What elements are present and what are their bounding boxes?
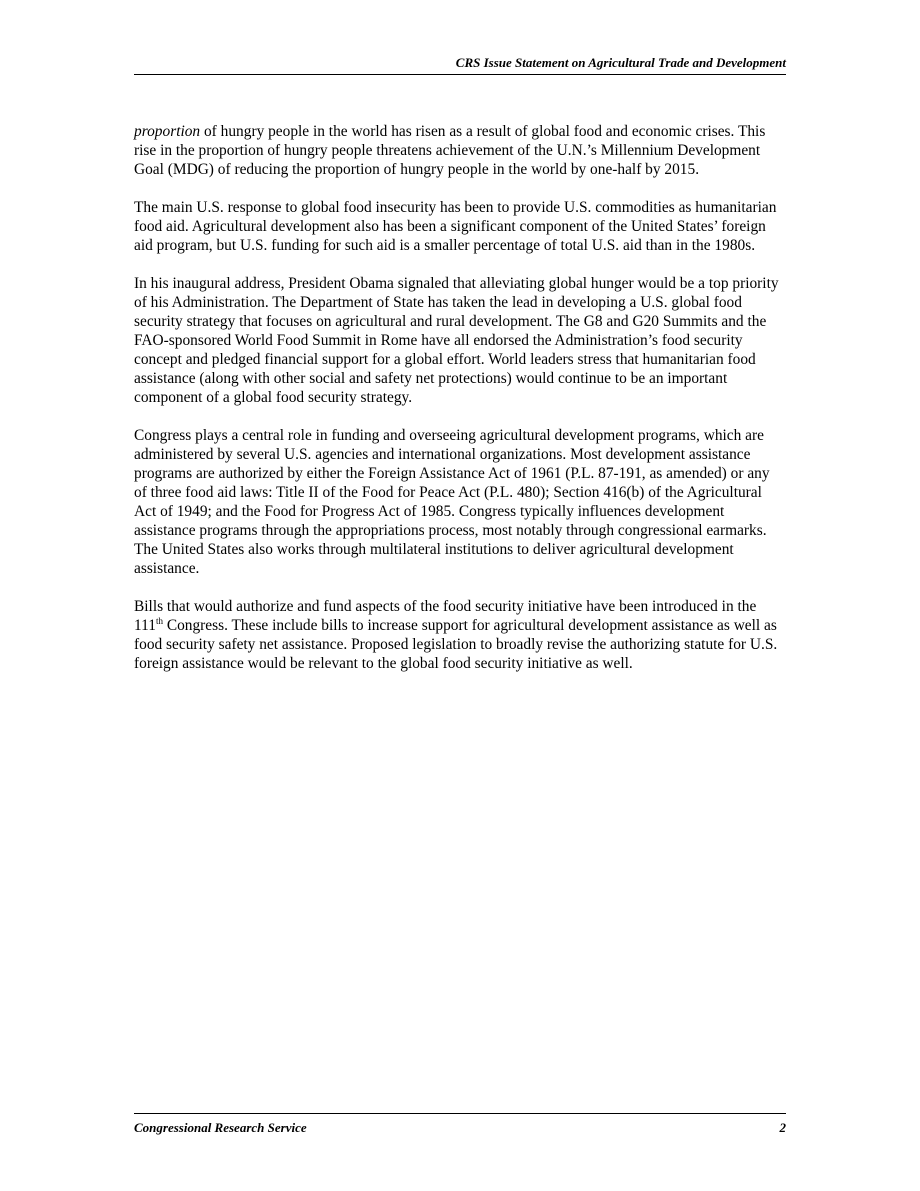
paragraph-5 [134, 597, 786, 673]
header-title: CRS Issue Statement on Agricultural Trade and Development [455, 55, 786, 70]
page-header [134, 54, 786, 75]
document-body [134, 122, 786, 692]
paragraph-5-text-end: Congress. These include bills to increase support for agricultural development assistance as well as food security safety net assistance. Proposed legislation to broadly revise the authorizing statute for U.S. foreign assistance would be relevant to the global food security initiative as well. [134, 617, 778, 672]
paragraph-5-text-start: Bills that would authorize and fund aspects of the food security initiative have been introduced in the 111 [134, 598, 757, 634]
paragraph-3: In his inaugural address, President Obama signaled that alleviating global hunger would be a top priority of his Administration. The Department of State has taken the lead in developing a U.S. global food security strategy that focuses on agricultural and rural development. The G8 and G20 Summits and the FAO-sponsored World Food Summit in Rome have all endorsed the Administration’s food security concept and pledged financial support for a global effort. World leaders stress that humanitarian food assistance (along with other social and safety net protections) would continue to be an important component of a global food security strategy. [134, 275, 779, 406]
page-footer [134, 1113, 786, 1138]
footer-organization: Congressional Research Service [134, 1120, 307, 1135]
paragraph-1-text: of hungry people in the world has risen as a result of global food and economic crises. This rise in the proportion of hungry people threatens achievement of the U.N.’s Millennium Development Goal (MDG) of reducing the proportion of hungry people in the world by one-half by 2015. [134, 123, 766, 178]
ordinal-superscript: th [155, 615, 163, 626]
paragraph-2: The main U.S. response to global food insecurity has been to provide U.S. commodities as humanitarian food aid. Agricultural development also has been a significant component of the United States’ foreign aid program, but U.S. funding for such aid is a smaller percentage of total U.S. aid than in the 1980s. [134, 199, 777, 254]
italic-lead-word: proportion [134, 123, 201, 140]
page-number: 2 [779, 1120, 786, 1135]
paragraph-4: Congress plays a central role in funding and overseeing agricultural development programs, which are administered by several U.S. agencies and international organizations. Most development assistance programs are authorized by either the Foreign Assistance Act of 1961 (P.L. 87-191, as amended) or any of three food aid laws: Title II of the Food for Peace Act (P.L. 480); Section 416(b) of the Agricultural Act of 1949; and the Food for Progress Act of 1985. Congress typically influences development assistance programs through the appropriations process, most notably through congressional earmarks. The United States also works through multilateral institutions to deliver agricultural development assistance. [134, 427, 770, 577]
paragraph-1 [134, 122, 786, 179]
